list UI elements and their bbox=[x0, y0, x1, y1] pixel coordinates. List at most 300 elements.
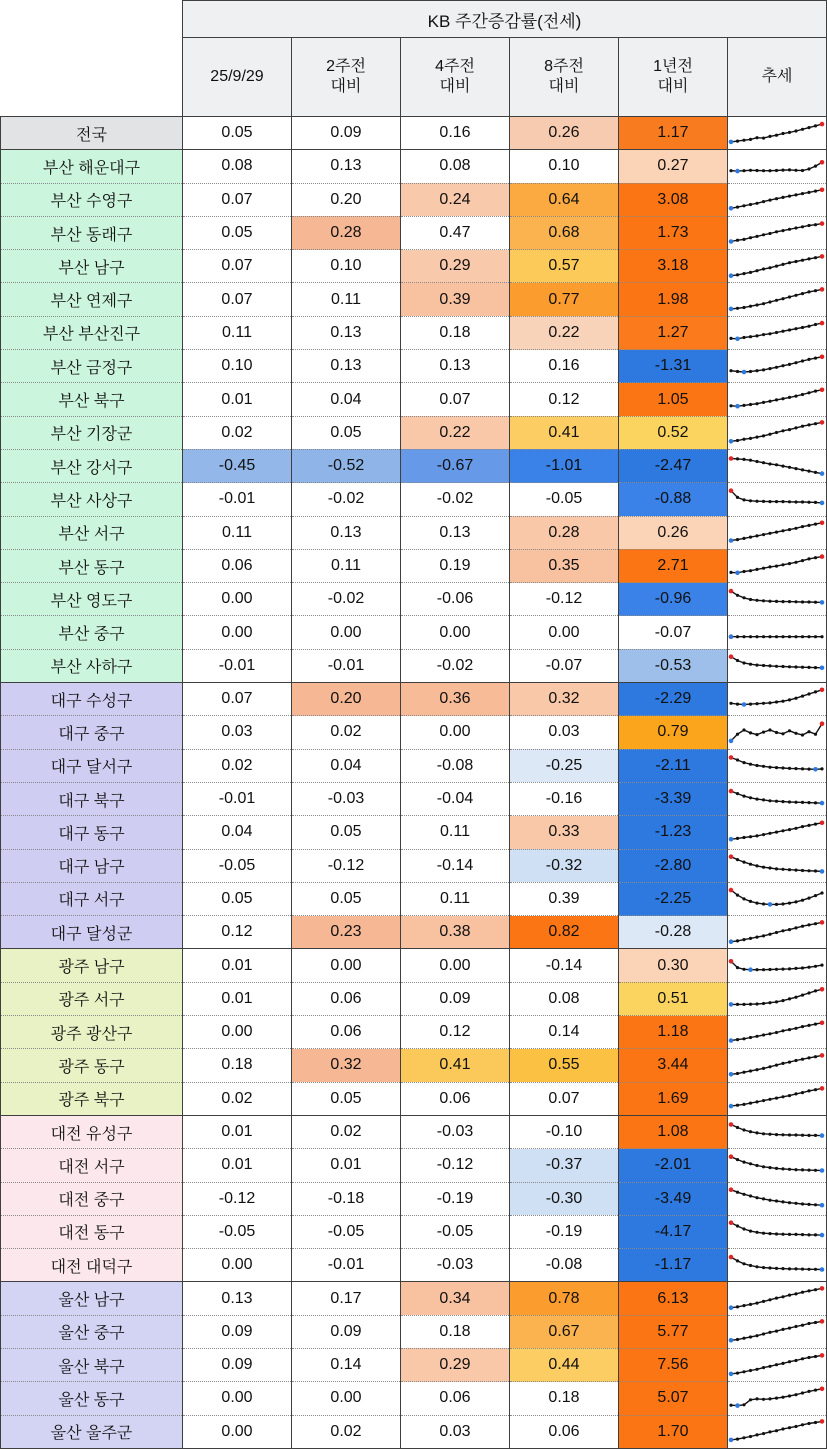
trend-sparkline bbox=[728, 516, 827, 549]
value-cell: 0.12 bbox=[510, 383, 619, 416]
value-cell: 0.07 bbox=[401, 383, 510, 416]
trend-sparkline bbox=[728, 250, 827, 283]
value-cell: 0.02 bbox=[183, 749, 292, 782]
value-cell: -0.67 bbox=[401, 449, 510, 482]
value-cell: 0.18 bbox=[510, 1382, 619, 1415]
trend-sparkline bbox=[728, 183, 827, 216]
column-header-2w bbox=[292, 38, 401, 117]
row-label: 광주 동구 bbox=[1, 1049, 183, 1082]
value-cell: 0.08 bbox=[510, 982, 619, 1015]
trend-sparkline bbox=[728, 416, 827, 449]
table-row bbox=[1, 483, 827, 516]
trend-sparkline bbox=[728, 782, 827, 815]
trend-sparkline bbox=[728, 1016, 827, 1049]
value-cell: -0.03 bbox=[401, 1249, 510, 1282]
value-cell: 1.98 bbox=[619, 283, 728, 316]
column-header-4w bbox=[401, 38, 510, 117]
value-cell: 0.29 bbox=[401, 1348, 510, 1381]
row-label: 전국 bbox=[1, 117, 183, 150]
value-cell: 0.16 bbox=[401, 117, 510, 150]
value-cell: 2.71 bbox=[619, 549, 728, 582]
value-cell: 0.13 bbox=[292, 350, 401, 383]
value-cell: 0.34 bbox=[401, 1282, 510, 1315]
column-header-8w-line2: 대비 bbox=[548, 78, 580, 95]
table-row bbox=[1, 250, 827, 283]
table-row bbox=[1, 183, 827, 216]
column-header-1y bbox=[619, 38, 728, 117]
row-label: 부산 수영구 bbox=[1, 183, 183, 216]
table-title: KB 주간증감률(전세) bbox=[183, 1, 827, 38]
value-cell: 0.01 bbox=[183, 949, 292, 982]
table-row bbox=[1, 283, 827, 316]
value-cell: -0.05 bbox=[183, 1215, 292, 1248]
value-cell: 0.26 bbox=[510, 117, 619, 150]
value-cell: -0.03 bbox=[401, 1115, 510, 1148]
value-cell: 0.29 bbox=[401, 250, 510, 283]
value-cell: 0.33 bbox=[510, 816, 619, 849]
value-cell: -1.23 bbox=[619, 816, 728, 849]
value-cell: -1.31 bbox=[619, 350, 728, 383]
trend-sparkline bbox=[728, 1149, 827, 1182]
trend-sparkline bbox=[728, 549, 827, 582]
value-cell: 0.01 bbox=[183, 982, 292, 1015]
table-row bbox=[1, 449, 827, 482]
table-row bbox=[1, 749, 827, 782]
value-cell: 0.18 bbox=[183, 1049, 292, 1082]
value-cell: 0.05 bbox=[292, 816, 401, 849]
value-cell: 0.05 bbox=[183, 216, 292, 249]
column-header-date bbox=[183, 38, 292, 117]
value-cell: 0.20 bbox=[292, 683, 401, 716]
value-cell: -2.80 bbox=[619, 849, 728, 882]
column-header-1y-line2: 대비 bbox=[657, 78, 689, 95]
value-cell: 0.32 bbox=[510, 683, 619, 716]
value-cell: 0.52 bbox=[619, 416, 728, 449]
value-cell: 0.78 bbox=[510, 1282, 619, 1315]
value-cell: 0.13 bbox=[292, 316, 401, 349]
value-cell: 0.09 bbox=[292, 117, 401, 150]
value-cell: -0.05 bbox=[183, 849, 292, 882]
row-label: 부산 사하구 bbox=[1, 649, 183, 682]
value-cell: 0.36 bbox=[401, 683, 510, 716]
value-cell: 0.02 bbox=[292, 716, 401, 749]
value-cell: 1.08 bbox=[619, 1115, 728, 1148]
trend-sparkline bbox=[728, 449, 827, 482]
value-cell: -0.53 bbox=[619, 649, 728, 682]
value-cell: 0.68 bbox=[510, 216, 619, 249]
value-cell: 0.00 bbox=[183, 583, 292, 616]
value-cell: 1.70 bbox=[619, 1415, 728, 1448]
value-cell: 0.82 bbox=[510, 916, 619, 949]
value-cell: -0.02 bbox=[292, 583, 401, 616]
row-label: 대구 달성군 bbox=[1, 916, 183, 949]
row-label: 광주 남구 bbox=[1, 949, 183, 982]
trend-sparkline bbox=[728, 1282, 827, 1315]
value-cell: 5.77 bbox=[619, 1315, 728, 1348]
value-cell: -0.06 bbox=[401, 583, 510, 616]
row-label: 부산 중구 bbox=[1, 616, 183, 649]
value-cell: 0.06 bbox=[292, 982, 401, 1015]
table-row bbox=[1, 1382, 827, 1415]
row-label: 대구 남구 bbox=[1, 849, 183, 882]
value-cell: 0.04 bbox=[183, 816, 292, 849]
value-cell: 1.18 bbox=[619, 1016, 728, 1049]
value-cell: -0.30 bbox=[510, 1182, 619, 1215]
value-cell: 0.04 bbox=[292, 749, 401, 782]
row-label: 울산 남구 bbox=[1, 1282, 183, 1315]
row-label: 부산 사상구 bbox=[1, 483, 183, 516]
value-cell: 0.38 bbox=[401, 916, 510, 949]
value-cell: -2.11 bbox=[619, 749, 728, 782]
value-cell: 0.13 bbox=[183, 1282, 292, 1315]
table-row bbox=[1, 117, 827, 150]
value-cell: -0.52 bbox=[292, 449, 401, 482]
value-cell: -0.08 bbox=[401, 749, 510, 782]
value-cell: 0.05 bbox=[292, 882, 401, 915]
row-label: 대전 동구 bbox=[1, 1215, 183, 1248]
value-cell: 0.11 bbox=[183, 316, 292, 349]
table-row bbox=[1, 982, 827, 1015]
value-cell: -0.04 bbox=[401, 782, 510, 815]
row-label: 광주 서구 bbox=[1, 982, 183, 1015]
value-cell: -0.08 bbox=[510, 1249, 619, 1282]
table-row bbox=[1, 516, 827, 549]
table-row bbox=[1, 1249, 827, 1282]
value-cell: -0.12 bbox=[510, 583, 619, 616]
table-row bbox=[1, 416, 827, 449]
row-label: 대구 중구 bbox=[1, 716, 183, 749]
value-cell: -0.96 bbox=[619, 583, 728, 616]
table-row bbox=[1, 649, 827, 682]
trend-sparkline bbox=[728, 1315, 827, 1348]
value-cell: 0.32 bbox=[292, 1049, 401, 1082]
value-cell: -2.47 bbox=[619, 449, 728, 482]
row-label: 부산 남구 bbox=[1, 250, 183, 283]
value-cell: 5.07 bbox=[619, 1382, 728, 1415]
value-cell: 0.03 bbox=[401, 1415, 510, 1448]
value-cell: 0.02 bbox=[292, 1415, 401, 1448]
trend-sparkline bbox=[728, 749, 827, 782]
value-cell: 0.11 bbox=[292, 549, 401, 582]
value-cell: 0.16 bbox=[510, 350, 619, 383]
value-cell: 0.01 bbox=[183, 1149, 292, 1182]
row-label: 대전 서구 bbox=[1, 1149, 183, 1182]
value-cell: 0.11 bbox=[401, 882, 510, 915]
value-cell: 0.00 bbox=[401, 949, 510, 982]
table-row bbox=[1, 1182, 827, 1215]
row-label: 부산 북구 bbox=[1, 383, 183, 416]
value-cell: 0.64 bbox=[510, 183, 619, 216]
value-cell: -3.49 bbox=[619, 1182, 728, 1215]
value-cell: 0.00 bbox=[292, 1382, 401, 1415]
value-cell: -0.02 bbox=[401, 483, 510, 516]
row-label: 울산 동구 bbox=[1, 1382, 183, 1415]
value-cell: 0.06 bbox=[510, 1415, 619, 1448]
row-label: 부산 기장군 bbox=[1, 416, 183, 449]
value-cell: -0.01 bbox=[183, 649, 292, 682]
row-label: 울산 중구 bbox=[1, 1315, 183, 1348]
value-cell: 3.08 bbox=[619, 183, 728, 216]
value-cell: 0.06 bbox=[183, 549, 292, 582]
trend-sparkline bbox=[728, 982, 827, 1015]
table-row bbox=[1, 583, 827, 616]
value-cell: 0.39 bbox=[401, 283, 510, 316]
value-cell: 0.10 bbox=[292, 250, 401, 283]
value-cell: -1.17 bbox=[619, 1249, 728, 1282]
table-row bbox=[1, 849, 827, 882]
value-cell: 0.12 bbox=[401, 1016, 510, 1049]
value-cell: -0.07 bbox=[510, 649, 619, 682]
trend-sparkline bbox=[728, 916, 827, 949]
value-cell: 0.00 bbox=[401, 716, 510, 749]
value-cell: -0.01 bbox=[183, 782, 292, 815]
value-cell: 0.22 bbox=[401, 416, 510, 449]
value-cell: 0.00 bbox=[183, 1382, 292, 1415]
value-cell: 0.23 bbox=[292, 916, 401, 949]
value-cell: 0.06 bbox=[401, 1382, 510, 1415]
value-cell: -2.29 bbox=[619, 683, 728, 716]
value-cell: -0.10 bbox=[510, 1115, 619, 1148]
value-cell: 0.09 bbox=[183, 1348, 292, 1381]
row-label: 부산 금정구 bbox=[1, 350, 183, 383]
trend-sparkline bbox=[728, 350, 827, 383]
value-cell: -1.01 bbox=[510, 449, 619, 482]
row-label: 대구 수성구 bbox=[1, 683, 183, 716]
value-cell: -2.25 bbox=[619, 882, 728, 915]
value-cell: 0.05 bbox=[183, 882, 292, 915]
trend-sparkline bbox=[728, 383, 827, 416]
trend-sparkline bbox=[728, 1415, 827, 1448]
row-label: 대전 중구 bbox=[1, 1182, 183, 1215]
value-cell: -0.14 bbox=[401, 849, 510, 882]
value-cell: 7.56 bbox=[619, 1348, 728, 1381]
value-cell: 1.17 bbox=[619, 117, 728, 150]
row-label: 울산 북구 bbox=[1, 1348, 183, 1381]
trend-sparkline bbox=[728, 849, 827, 882]
table-row bbox=[1, 1016, 827, 1049]
value-cell: -3.39 bbox=[619, 782, 728, 815]
table-row bbox=[1, 816, 827, 849]
trend-sparkline bbox=[728, 316, 827, 349]
column-header-8w-line1: 8주전 bbox=[544, 58, 584, 75]
value-cell: -0.18 bbox=[292, 1182, 401, 1215]
table-row bbox=[1, 882, 827, 915]
value-cell: -0.32 bbox=[510, 849, 619, 882]
value-cell: -0.37 bbox=[510, 1149, 619, 1182]
value-cell: 0.07 bbox=[183, 183, 292, 216]
value-cell: 0.13 bbox=[401, 516, 510, 549]
trend-sparkline bbox=[728, 117, 827, 150]
value-cell: -0.14 bbox=[510, 949, 619, 982]
row-label: 대구 서구 bbox=[1, 882, 183, 915]
trend-sparkline bbox=[728, 716, 827, 749]
value-cell: 0.39 bbox=[510, 882, 619, 915]
column-header-date-label: 25/9/29 bbox=[210, 68, 264, 85]
value-cell: 0.00 bbox=[183, 1415, 292, 1448]
value-cell: 0.00 bbox=[292, 949, 401, 982]
value-cell: 0.11 bbox=[183, 516, 292, 549]
trend-sparkline bbox=[728, 150, 827, 183]
trend-sparkline bbox=[728, 1249, 827, 1282]
table-row bbox=[1, 782, 827, 815]
value-cell: 6.13 bbox=[619, 1282, 728, 1315]
trend-sparkline bbox=[728, 216, 827, 249]
value-cell: -0.05 bbox=[510, 483, 619, 516]
value-cell: 0.04 bbox=[292, 383, 401, 416]
column-header-trend-label: 추세 bbox=[761, 68, 793, 85]
trend-sparkline bbox=[728, 949, 827, 982]
value-cell: 0.00 bbox=[292, 616, 401, 649]
value-cell: 0.24 bbox=[401, 183, 510, 216]
trend-sparkline bbox=[728, 649, 827, 682]
value-cell: 0.08 bbox=[183, 150, 292, 183]
value-cell: 0.79 bbox=[619, 716, 728, 749]
value-cell: -0.03 bbox=[292, 782, 401, 815]
table-row bbox=[1, 1348, 827, 1381]
value-cell: -4.17 bbox=[619, 1215, 728, 1248]
row-label: 대구 북구 bbox=[1, 782, 183, 815]
value-cell: 0.13 bbox=[401, 350, 510, 383]
trend-sparkline bbox=[728, 583, 827, 616]
value-cell: 0.00 bbox=[401, 616, 510, 649]
table-row bbox=[1, 350, 827, 383]
value-cell: 0.11 bbox=[292, 283, 401, 316]
row-label: 부산 해운대구 bbox=[1, 150, 183, 183]
value-cell: -0.07 bbox=[619, 616, 728, 649]
value-cell: -0.01 bbox=[292, 649, 401, 682]
value-cell: -0.02 bbox=[292, 483, 401, 516]
trend-sparkline bbox=[728, 1115, 827, 1148]
value-cell: -0.01 bbox=[292, 1249, 401, 1282]
value-cell: -2.01 bbox=[619, 1149, 728, 1182]
table-row bbox=[1, 1415, 827, 1448]
value-cell: 0.18 bbox=[401, 1315, 510, 1348]
trend-sparkline bbox=[728, 483, 827, 516]
value-cell: 0.20 bbox=[292, 183, 401, 216]
column-header-2w-line1: 2주전 bbox=[326, 58, 366, 75]
column-header-8w bbox=[510, 38, 619, 117]
value-cell: 3.44 bbox=[619, 1049, 728, 1082]
value-cell: 0.44 bbox=[510, 1348, 619, 1381]
value-cell: 1.05 bbox=[619, 383, 728, 416]
table-row bbox=[1, 716, 827, 749]
table-row bbox=[1, 949, 827, 982]
table-row bbox=[1, 1115, 827, 1148]
value-cell: -0.19 bbox=[510, 1215, 619, 1248]
column-header-trend bbox=[728, 38, 827, 117]
value-cell: -0.01 bbox=[183, 483, 292, 516]
value-cell: 0.00 bbox=[183, 1249, 292, 1282]
value-cell: 0.13 bbox=[292, 516, 401, 549]
value-cell: 0.02 bbox=[183, 416, 292, 449]
table-row bbox=[1, 1149, 827, 1182]
value-cell: 0.02 bbox=[183, 1082, 292, 1115]
row-label: 부산 동래구 bbox=[1, 216, 183, 249]
table-row bbox=[1, 150, 827, 183]
value-cell: -0.02 bbox=[401, 649, 510, 682]
value-cell: 0.06 bbox=[292, 1016, 401, 1049]
value-cell: 0.67 bbox=[510, 1315, 619, 1348]
row-label: 광주 북구 bbox=[1, 1082, 183, 1115]
value-cell: 0.07 bbox=[183, 283, 292, 316]
row-label: 대구 동구 bbox=[1, 816, 183, 849]
value-cell: -0.25 bbox=[510, 749, 619, 782]
value-cell: 1.73 bbox=[619, 216, 728, 249]
value-cell: 0.18 bbox=[401, 316, 510, 349]
value-cell: -0.12 bbox=[292, 849, 401, 882]
value-cell: 0.77 bbox=[510, 283, 619, 316]
value-cell: -0.28 bbox=[619, 916, 728, 949]
value-cell: 0.03 bbox=[510, 716, 619, 749]
value-cell: 0.14 bbox=[510, 1016, 619, 1049]
value-cell: 1.27 bbox=[619, 316, 728, 349]
trend-sparkline bbox=[728, 683, 827, 716]
trend-sparkline bbox=[728, 816, 827, 849]
table-row bbox=[1, 616, 827, 649]
row-label: 광주 광산구 bbox=[1, 1016, 183, 1049]
row-label: 대전 유성구 bbox=[1, 1115, 183, 1148]
column-header-1y-line1: 1년전 bbox=[653, 58, 693, 75]
table-row bbox=[1, 1215, 827, 1248]
row-label: 부산 연제구 bbox=[1, 283, 183, 316]
value-cell: 0.05 bbox=[292, 416, 401, 449]
value-cell: -0.88 bbox=[619, 483, 728, 516]
header-row bbox=[1, 38, 827, 117]
value-cell: 0.07 bbox=[183, 683, 292, 716]
table-body bbox=[1, 117, 827, 1449]
trend-sparkline bbox=[728, 1049, 827, 1082]
column-header-4w-line2: 대비 bbox=[439, 78, 471, 95]
value-cell: 0.57 bbox=[510, 250, 619, 283]
value-cell: 0.41 bbox=[401, 1049, 510, 1082]
value-cell: 0.10 bbox=[510, 150, 619, 183]
header-corner-blank bbox=[1, 1, 183, 38]
value-cell: -0.12 bbox=[401, 1149, 510, 1182]
value-cell: 0.05 bbox=[292, 1082, 401, 1115]
value-cell: 0.35 bbox=[510, 549, 619, 582]
trend-sparkline bbox=[728, 1182, 827, 1215]
table-row bbox=[1, 1082, 827, 1115]
trend-sparkline bbox=[728, 283, 827, 316]
row-label: 대구 달서구 bbox=[1, 749, 183, 782]
value-cell: 0.07 bbox=[183, 250, 292, 283]
trend-sparkline bbox=[728, 616, 827, 649]
value-cell: 0.00 bbox=[183, 616, 292, 649]
row-label: 부산 강서구 bbox=[1, 449, 183, 482]
value-cell: 0.27 bbox=[619, 150, 728, 183]
table-row bbox=[1, 316, 827, 349]
value-cell: -0.05 bbox=[292, 1215, 401, 1248]
value-cell: 0.01 bbox=[183, 1115, 292, 1148]
value-cell: 0.05 bbox=[183, 117, 292, 150]
row-label: 부산 동구 bbox=[1, 549, 183, 582]
value-cell: 1.69 bbox=[619, 1082, 728, 1115]
value-cell: 0.28 bbox=[292, 216, 401, 249]
row-label: 부산 영도구 bbox=[1, 583, 183, 616]
value-cell: 0.19 bbox=[401, 549, 510, 582]
table-row bbox=[1, 916, 827, 949]
value-cell: 0.00 bbox=[183, 1016, 292, 1049]
value-cell: 0.13 bbox=[292, 150, 401, 183]
column-header-2w-line2: 대비 bbox=[330, 78, 362, 95]
value-cell: 0.17 bbox=[292, 1282, 401, 1315]
table-row bbox=[1, 216, 827, 249]
value-cell: 0.03 bbox=[183, 716, 292, 749]
value-cell: 0.12 bbox=[183, 916, 292, 949]
value-cell: -0.05 bbox=[401, 1215, 510, 1248]
value-cell: 0.30 bbox=[619, 949, 728, 982]
table-row bbox=[1, 683, 827, 716]
